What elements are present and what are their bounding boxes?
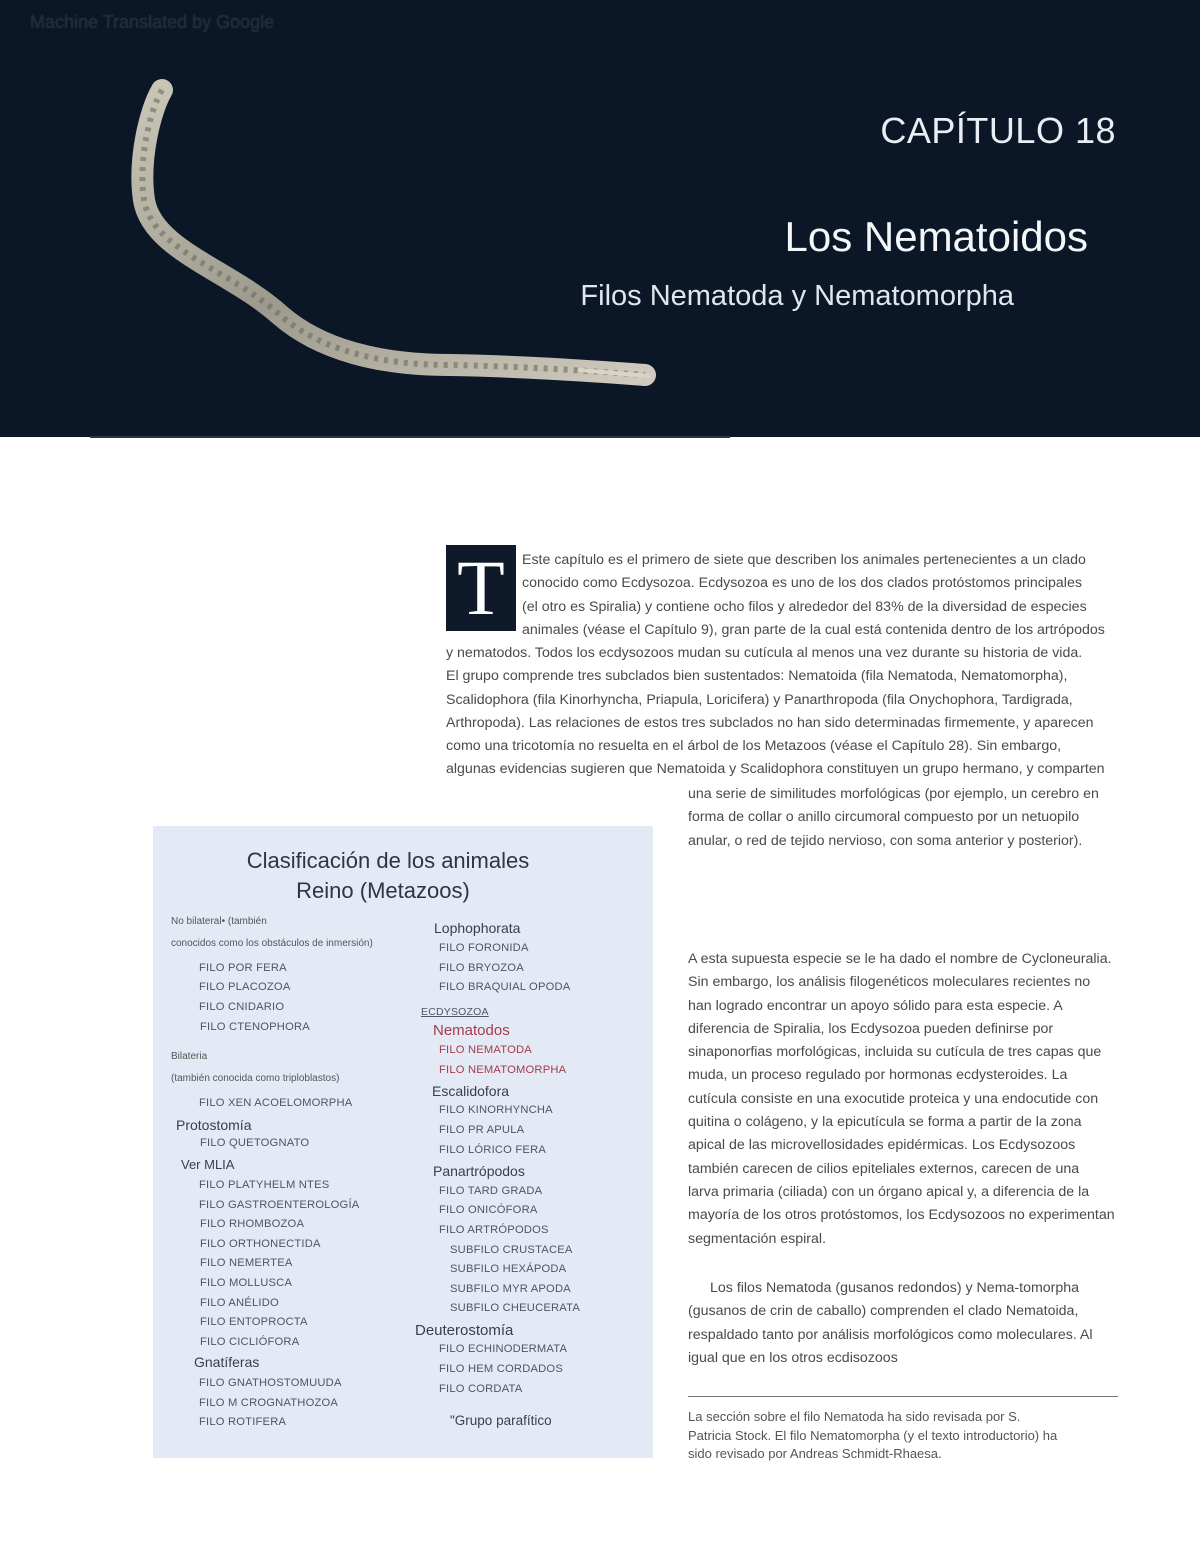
text-line: diferencia de Spiralia, los Ecdysozoa pueden definirse por [688,1020,1054,1037]
subphylum-item: SUBFILO CRUSTACEA [450,1244,573,1256]
page-subtitle: Filos Nematoda y Nematomorpha [580,280,1014,312]
phylum-item: FILO MOLLUSCA [200,1277,293,1289]
column-paragraph-2 [688,948,1115,1251]
phylum-item: FILO HEM CORDADOS [439,1363,563,1375]
text-line: El grupo comprende tres subclados bien sustentados: Nematoida (fila Nematoda, Nematomorpha), [446,668,1068,685]
phylum-item: FILO KINORHYNCHA [439,1104,553,1116]
phylum-item: FILO ECHINODERMATA [439,1343,568,1355]
group-heading: ECDYSOZOA [421,1006,489,1018]
phylum-item: FILO POR FERA [199,962,287,974]
phylum-item-highlight: FILO NEMATODA [439,1044,532,1056]
watermark: Machine Translated by Google [30,12,275,32]
footnote-rule [688,1396,1118,1397]
phylum-item-highlight: FILO NEMATOMORPHA [439,1064,567,1076]
phylum-item: FILO ENTOPROCTA [200,1316,308,1328]
text-line: (el otro es Spiralia) y contiene ocho filos y alrededor del 83% de la diversidad de especies [522,598,1087,615]
drop-cap: T [446,545,516,631]
phylum-item: FILO BRYOZOA [439,962,524,974]
subphylum-item: SUBFILO MYR APODA [450,1283,571,1295]
text-line: conocido como Ecdysozoa. Ecdysozoa es uno de los dos clados protóstomos principales [522,575,1082,592]
bilateria-note: (también conocida como triploblastos) [171,1073,340,1084]
text-line: A esta supuesta especie se le ha dado el nombre de Cycloneuralia. [688,951,1112,967]
bilateria-label: Bilateria [171,1051,208,1062]
group-heading: Gnatíferas [194,1354,260,1370]
phylum-item: FILO CICLIÓFORA [200,1336,300,1348]
phylum-item: FILO CORDATA [439,1383,523,1395]
phylum-item: FILO ARTRÓPODOS [439,1224,549,1236]
text-line: animales (véase el Capítulo 9), gran parte de la cual está contenida dentro de los artrópodos [522,621,1105,638]
text-line: Patricia Stock. El filo Nematomorpha (y el texto introductorio) ha [688,1427,1058,1443]
nonbilateral-label: No bilateral• (también [171,916,267,927]
phylum-item: FILO ORTHONECTIDA [200,1238,321,1250]
column-paragraph-1 [688,783,1099,853]
group-heading: Lophophorata [434,920,521,936]
text-line: sido revisado por Andreas Schmidt-Rhaesa. [688,1446,942,1461]
text-line: Este capítulo es el primero de siete que describen los animales pertenecientes a un clado [522,552,1086,568]
text-line: Scalidophora (fila Kinorhyncha, Priapula, Loricifera) y Panarthropoda (fila Onychophora, Tardigrada, [446,691,1073,708]
text-line: Arthropoda). Las relaciones de estos tres subclados no han sido determinadas firmemente, y aparecen [446,714,1094,731]
text-line: Sin embargo, los análisis filogenéticos moleculares recientes no [688,974,1091,991]
phylum-item: FILO GNATHOSTOMUUDA [199,1377,342,1389]
phylum-item: FILO PLATYHELM NTES [199,1179,330,1191]
nonbilateral-note: conocidos como los obstáculos de inmersión) [171,938,373,949]
paraphyletic-note: "Grupo parafítico [450,1413,552,1428]
group-heading-highlight: Nematodos [433,1022,510,1039]
phylum-item: FILO QUETOGNATO [200,1137,310,1149]
text-line: anular, o red de tejido nervioso, con soma anterior y posterior). [688,832,1083,849]
phylum-item: FILO FORONIDA [439,942,529,954]
nematode-image [110,70,670,390]
text-line: respaldado tanto por análisis morfológicos como moleculares. Al [688,1326,1093,1343]
phylum-item: FILO NEMERTEA [200,1257,293,1269]
phylum-item: FILO XEN ACOELOMORPHA [199,1097,353,1109]
text-line: mayoría de los otros protóstomos, los Ecdysozoos no experimentan [688,1207,1115,1224]
text-line: cutícula consiste en una exocutide proteica y una endocutide con [688,1090,1099,1107]
text-line: La sección sobre el filo Nematoda ha sido revisada por S. [688,1409,1021,1424]
text-line: Los filos Nematoda (gusanos redondos) y Nema-tomorpha [710,1280,1080,1296]
text-line: segmentación espiral. [688,1230,827,1247]
text-line: una serie de similitudes morfológicas (por ejemplo, un cerebro en [688,786,1099,802]
text-line: y nematodos. Todos los ecdysozoos mudan su cutícula al menos una vez durante su historia de vida. [446,645,1083,661]
phylum-item: FILO RHOMBOZOA [200,1218,305,1230]
intro-paragraph-top [522,549,1105,642]
phylum-item: FILO ROTIFERA [199,1416,287,1428]
column-paragraph-3 [688,1277,1093,1370]
subphylum-item: SUBFILO CHEUCERATA [450,1302,580,1314]
group-heading: Panartrópodos [433,1163,525,1179]
intro-paragraph-full [446,642,1105,782]
text-line: como una tricotomía no resuelta en el árbol de los Metazoos (véase el Capítulo 28). Sin embargo, [446,738,1062,755]
text-line: forma de collar o anillo circumoral compuesto por un netuopilo [688,809,1080,826]
group-heading: Ver MLIA [181,1157,235,1172]
phylum-item: FILO CNIDARIO [199,1001,285,1013]
text-line: también carecen de cilios epiteliales externos, carecen de una [688,1160,1080,1177]
chapter-label: CAPÍTULO 18 [880,110,1116,151]
group-heading: Deuterostomía [415,1322,514,1339]
classification-subtitle: Reino (Metazoos) [296,878,470,903]
text-line: han logrado encontrar un apoyo sólido para esta especie. A [688,997,1063,1014]
phylum-item: FILO ONICÓFORA [439,1204,538,1216]
phylum-item: FILO BRAQUIAL OPODA [439,981,571,993]
text-line: muda, un proceso regulado por hormonas ecdysteroides. La [688,1067,1068,1084]
group-heading: Protostomía [176,1117,252,1133]
phylum-item: FILO PLACOZOA [199,981,291,993]
classification-title: Clasificación de los animales [246,848,530,873]
phylum-item: FILO M CROGNATHOZOA [199,1397,339,1409]
text-line: quitina o colágeno, y la epicutícula se forma a partir de la zona [688,1114,1082,1131]
classification-box [153,826,653,1458]
text-line: (gusanos de crin de caballo) comprenden el clado Nematoida, [688,1303,1079,1320]
text-line: larva primaria (ciliada) con un órgano apical y, a diferencia de la [688,1183,1090,1200]
text-line: algunas evidencias sugieren que Nematoida y Scalidophora constituyen un grupo hermano, y comparten [446,761,1105,778]
banner-rule [90,436,730,438]
phylum-item: FILO PR APULA [439,1124,525,1136]
text-line: sinaponorfias morfológicas, incluida su cutícula de tres capas que [688,1044,1102,1061]
phylum-item: FILO LÓRICO FERA [439,1144,547,1156]
subphylum-item: SUBFILO HEXÁPODA [450,1263,567,1275]
group-heading: Escalidofora [432,1083,510,1099]
phylum-item: FILO GASTROENTEROLOGÍA [199,1199,360,1211]
footnote [688,1408,1057,1464]
page-title: Los Nematoidos [784,213,1088,260]
phylum-item: FILO CTENOPHORA [200,1021,310,1033]
phylum-item: FILO TARD GRADA [439,1185,543,1197]
phylum-item: FILO ANÉLIDO [200,1297,279,1309]
text-line: igual que en los otros ecdisozoos [688,1349,898,1366]
text-line: apical de las microvellosidades epidérmicas. Los Ecdysozoos [688,1137,1076,1154]
